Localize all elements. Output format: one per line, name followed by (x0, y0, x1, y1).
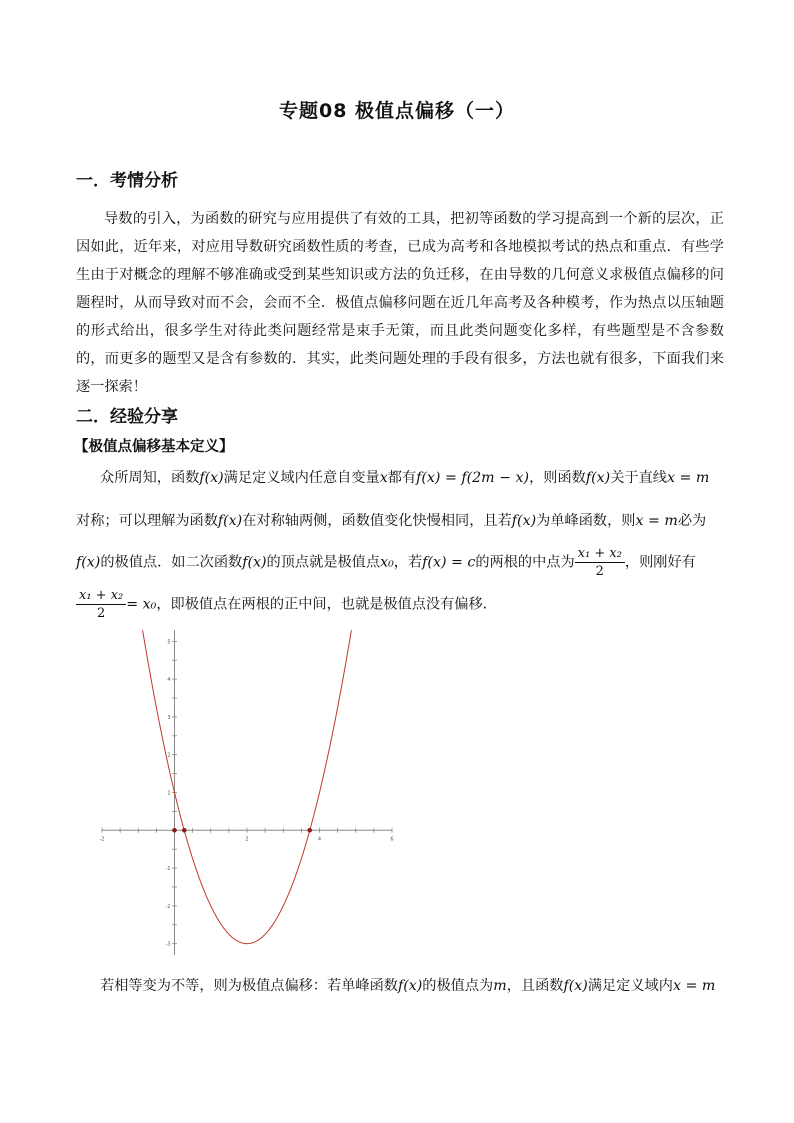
parabola-curve (143, 630, 352, 943)
y-tick-label: 1 (167, 790, 171, 797)
text: 满足定义域内 (587, 978, 673, 994)
x-tick-label: 2 (245, 836, 249, 843)
formula: m (493, 978, 507, 994)
formula: f(x) (585, 470, 611, 486)
parabola-chart (90, 625, 410, 960)
formula: x₀ (380, 554, 394, 571)
definition-line-5 (76, 975, 726, 995)
text: 对称；可以理解为函数 (76, 513, 218, 529)
fraction-denominator: 2 (595, 564, 604, 579)
formula: f(x) (397, 978, 423, 994)
text: ，则刚好有 (624, 554, 696, 571)
fraction-numerator: x₁ + x₂ (575, 545, 625, 563)
text: 关于直线 (610, 470, 667, 486)
text: 都有 (387, 470, 417, 486)
text: 的两根的中点为 (475, 554, 575, 571)
text: 若相等变为不等，则为极值点偏移：若单峰函数 (100, 978, 398, 994)
text: 众所周知，函数 (100, 470, 200, 486)
curve-point (172, 828, 177, 833)
section-heading-analysis: 一．考情分析 (76, 171, 178, 191)
text: 的顶点就是极值点 (266, 554, 381, 571)
formula: f(x) (76, 554, 101, 571)
formula: f(x) (217, 513, 243, 529)
y-tick-label: -3 (165, 941, 171, 948)
formula: x = m (666, 470, 710, 486)
formula: f(x) (563, 978, 588, 994)
formula: f(x) (199, 470, 224, 486)
definition-line-1 (76, 467, 726, 487)
text: ，若 (393, 554, 423, 571)
y-tick-label: 2 (167, 752, 171, 759)
formula: f(x) (242, 554, 267, 571)
text: 必为 (677, 513, 707, 529)
text: ，且函数 (506, 978, 564, 994)
midpoint-fraction (575, 545, 625, 580)
y-tick-label: -2 (165, 903, 171, 910)
curve-point (307, 828, 312, 833)
section-heading-experience: 二．经验分享 (76, 407, 178, 427)
formula: x (379, 470, 388, 486)
definition-line-3 (76, 545, 726, 580)
definition-line-2 (76, 510, 726, 530)
text: ，即极值点在两根的正中间，也就是极值点没有偏移． (156, 596, 497, 613)
y-tick-label: 3 (167, 714, 171, 721)
text: 在对称轴两侧，函数值变化快慢相同，且若 (242, 513, 512, 529)
text: 满足定义域内任意自变量 (223, 470, 380, 486)
page-title: 专题08 极值点偏移（一） (278, 100, 516, 122)
formula: x = m (672, 978, 716, 994)
fraction-numerator: x₁ + x₂ (76, 587, 126, 605)
x-tick-label: -2 (99, 836, 105, 843)
x-tick-label: 6 (390, 836, 394, 843)
text: 的极值点为 (422, 978, 494, 994)
definition-line-4 (76, 587, 726, 622)
formula: f(x) = f(2m − x) (416, 470, 530, 486)
text: ，则函数 (529, 470, 586, 486)
fraction-denominator: 2 (96, 606, 106, 621)
formula: x = m (635, 513, 678, 529)
text: 的极值点．如二次函数 (100, 554, 243, 571)
y-tick-label: 5 (167, 639, 171, 646)
definition-subheading: 【极值点偏移基本定义】 (74, 439, 234, 455)
text: 为单峰函数，则 (536, 513, 636, 529)
formula: f(x) (511, 513, 537, 529)
y-tick-label: 4 (167, 677, 171, 684)
y-tick-label: -1 (165, 866, 171, 873)
formula: f(x) = c (422, 554, 476, 571)
midpoint-fraction (76, 587, 126, 622)
formula: = x₀ (126, 596, 157, 613)
x-tick-label: 4 (317, 836, 322, 843)
analysis-paragraph: 导数的引入，为函数的研究与应用提供了有效的工具，把初等函数的学习提高到一个新的层次，正因如此，近年来，对应用导数研究函数性质的考查，已成为高考和各地模拟考试的热点和重点．有些学生由于对概念的理解不够准确或受到某些知识或方法的负迁移，在由导数的几何意义求极值点偏移的问题程时，从而导致对而不会，会而不全．极值点偏移问题在近几年高考及各种模考，作为热点以压轴题的形式给出，很多学生对待此类问题经常是束手无策，而且此类问题变化多样，有些题型是不含参数的，而更多的题型又是含有参数的．其实，此类问题处理的手段有很多，方法也就有很多，下面我们来逐一探索！ (76, 211, 724, 395)
curve-point (182, 828, 187, 833)
